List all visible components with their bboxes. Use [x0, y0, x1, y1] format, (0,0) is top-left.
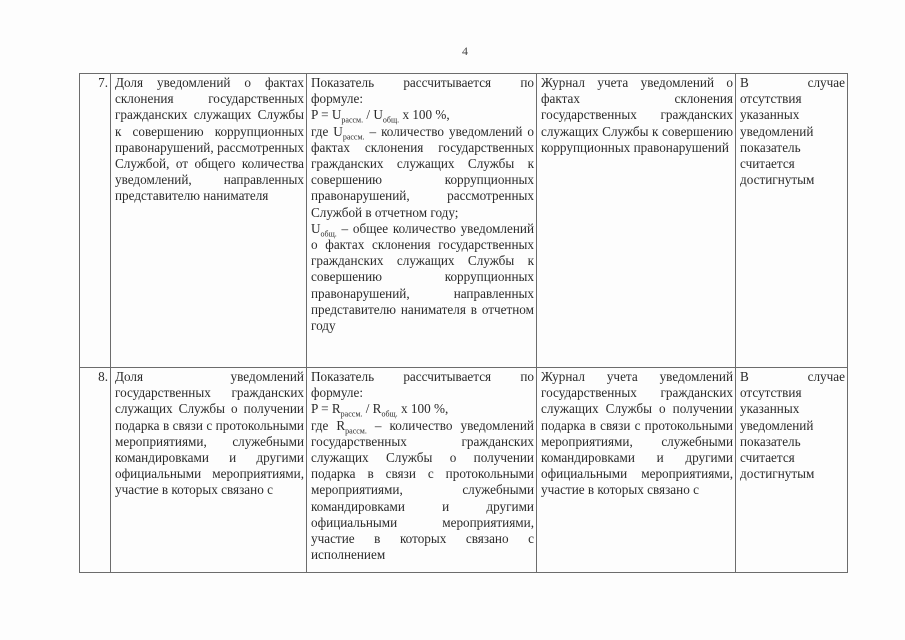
formula-explanation: где $R_{рассм.}$ – количество уведомлений государственных гражданских служащих Службы о получении подарка в связи с протокольными мероприятиями, служебными командировками и другими официальными мероприятиями, участие в которых связано с исполнением	[311, 417, 534, 563]
table-row	[80, 368, 848, 573]
indicator-text: Доля уведомлений государственных гражданских служащих Службы о получении подарка в связи с протокольными мероприятиями, служебными командировками и другими официальными мероприятиями, участие в которых связано с	[115, 369, 304, 498]
calc-intro: Показатель рассчитывается по формуле:	[311, 75, 534, 107]
indicator-cell: Доля уведомлений о фактах склонения государственных гражданских служащих Службы к совершению коррупционных правонарушений, рассмотренных Службой, от общего количества уведомлений, направленных представителю нанимателя	[111, 74, 307, 368]
indicators-table	[79, 73, 848, 573]
calc-intro: Показатель рассчитывается по формуле:	[311, 369, 534, 401]
calculation-cell	[307, 368, 537, 573]
source-cell: Журнал учета уведомлений о фактах склонения государственных гражданских служащих Службы к совершению коррупционных правонарушений	[537, 74, 736, 368]
formula: $P = U_{рассм.} / U_{общ.}$ x 100 %,	[311, 107, 450, 126]
source-text: Журнал учета уведомлений государственных гражданских служащих Службы о получении подарка в связи с протокольными мероприятиями, служебными командировками и другими официальными мероприятиями, участие в которых связано с	[541, 369, 733, 498]
note-cell: В случае отсутствия указанных уведомлений показатель считается достигнутым	[736, 368, 848, 573]
calculation-cell	[307, 74, 537, 368]
formula: $P = R_{рассм.} / R_{общ.}$ x 100 %,	[311, 401, 449, 420]
calc-content	[311, 369, 534, 563]
source-cell	[537, 368, 736, 573]
indicator-cell	[111, 368, 307, 573]
table-row	[80, 74, 848, 368]
formula-explanation: где $U_{рассм.}$ – количество уведомлений о фактах склонения государственных гражданских служащих Службы к совершению коррупционных правонарушений, рассмотренных Службой в отчетном году;	[311, 123, 534, 220]
row-number: 7.	[80, 74, 111, 368]
row-number: 8.	[80, 368, 111, 573]
page-number: 4	[462, 44, 468, 58]
formula-explanation-2: $U_{общ.}$ – общее количество уведомлений о фактах склонения государственных гражданских служащих Службы к совершению коррупционных правонарушений, направленных представителю нанимателя в отчетном году	[311, 220, 534, 334]
note-cell: В случае отсутствия указанных уведомлений показатель считается достигнутым	[736, 74, 848, 368]
